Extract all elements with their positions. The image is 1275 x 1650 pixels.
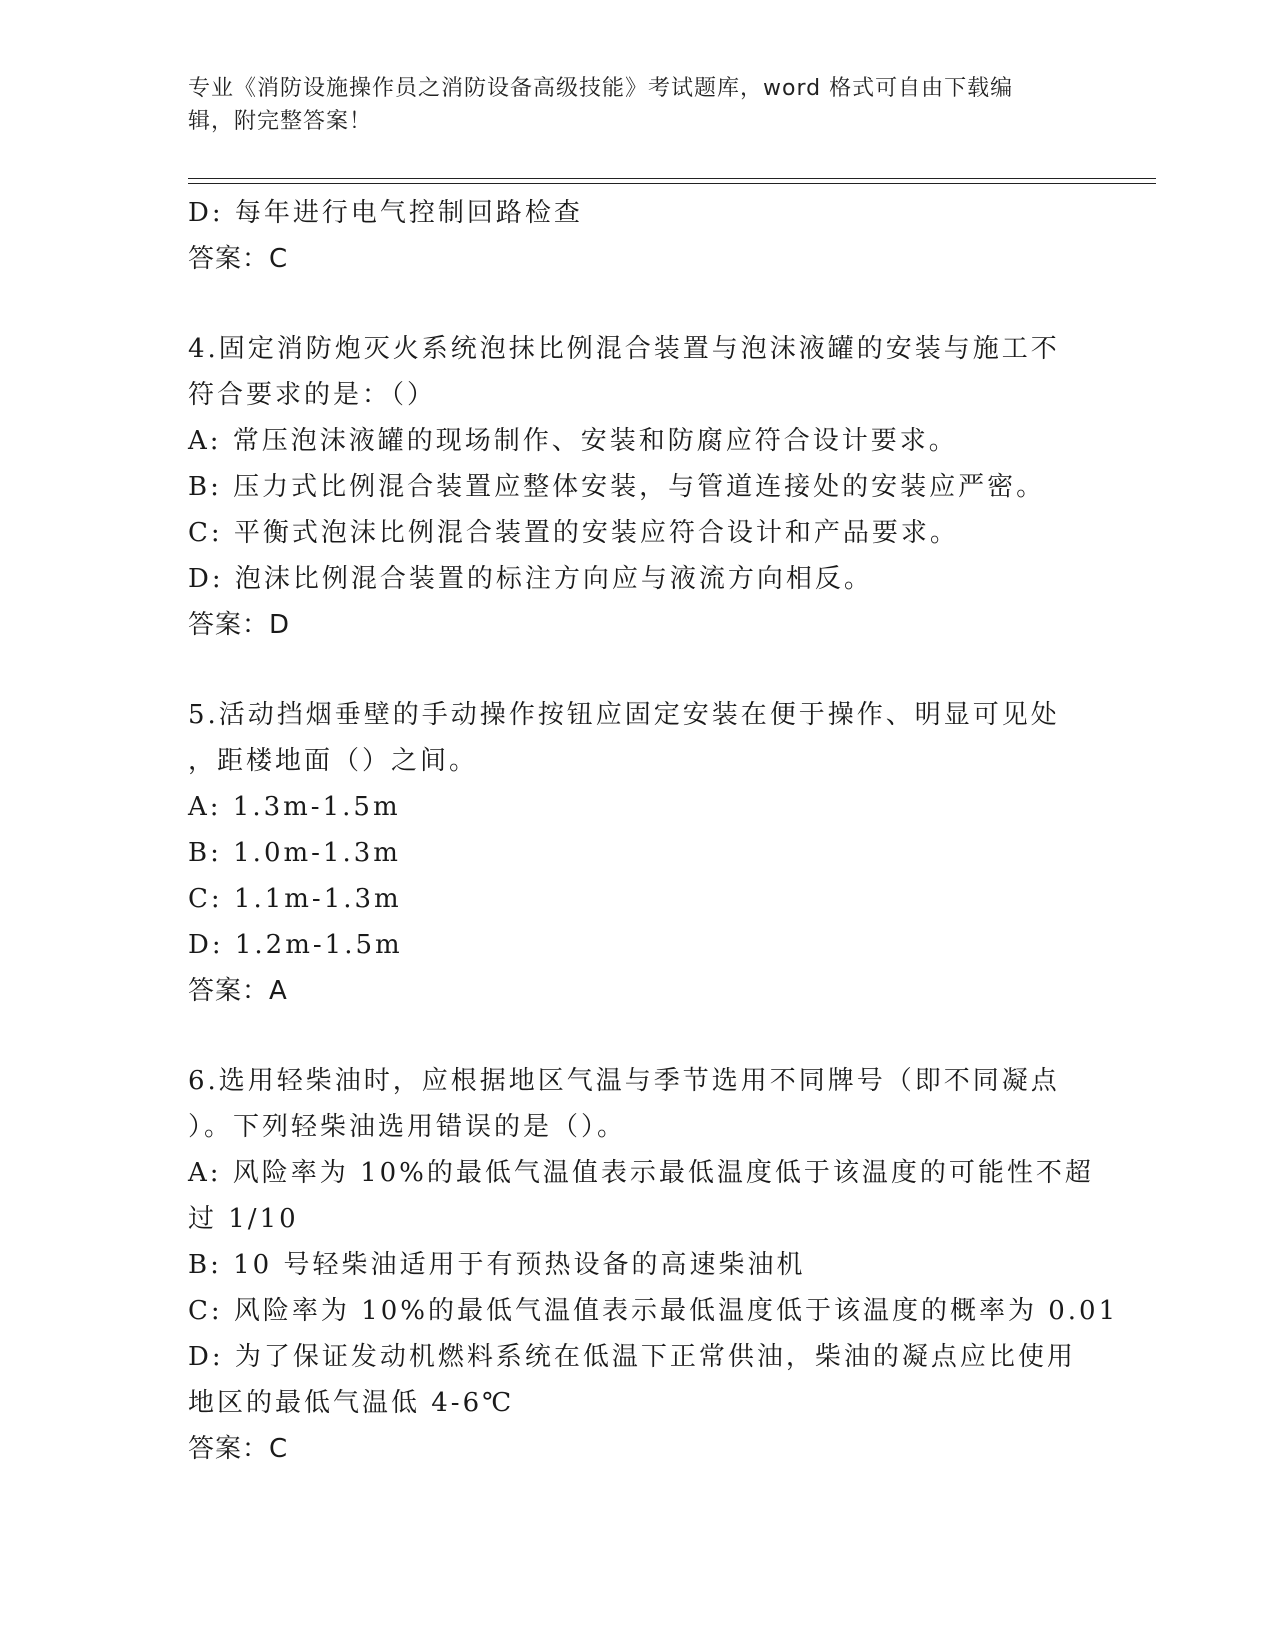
question-stem-line: 5.活动挡烟垂壁的手动操作按钮应固定安装在便于操作、明显可见处 bbox=[188, 700, 1060, 730]
question-stem-line: 4.固定消防炮灭火系统泡抹比例混合装置与泡沫液罐的安装与施工不 bbox=[188, 334, 1060, 364]
option-c: C: 平衡式泡沫比例混合装置的安装应符合设计和产品要求。 bbox=[188, 518, 959, 548]
question-stem-line: 6.选用轻柴油时，应根据地区气温与季节选用不同牌号（即不同凝点 bbox=[188, 1066, 1060, 1096]
option-a: A: 1.3m-1.5m bbox=[188, 792, 401, 822]
header-line-1: 专业《消防设施操作员之消防设备高级技能》考试题库，word 格式可自由下载编 bbox=[188, 76, 1014, 101]
option-b: B: 10 号轻柴油适用于有预热设备的高速柴油机 bbox=[188, 1250, 806, 1280]
option-b: B: 1.0m-1.3m bbox=[188, 838, 401, 868]
question-stem-line: ）。下列轻柴油选用错误的是（）。 bbox=[188, 1112, 627, 1142]
answer: 答案：C bbox=[188, 1434, 289, 1464]
page-header bbox=[188, 72, 1068, 138]
question-stem-line: ，距楼地面（）之间。 bbox=[188, 746, 479, 776]
option-d-continued: 地区的最低气温低 4-6℃ bbox=[188, 1388, 515, 1418]
option-d: D: 为了保证发动机燃料系统在低温下正常供油，柴油的凝点应比使用 bbox=[188, 1342, 1076, 1372]
option-c: C: 1.1m-1.3m bbox=[188, 884, 402, 914]
header-divider-top bbox=[188, 178, 1156, 179]
spacer bbox=[188, 648, 1088, 692]
spacer bbox=[188, 1014, 1088, 1058]
question-content bbox=[188, 190, 1119, 1472]
answer: 答案：A bbox=[188, 976, 288, 1006]
spacer bbox=[188, 282, 1088, 326]
option-a-continued: 过 1/10 bbox=[188, 1204, 299, 1234]
question-4 bbox=[188, 326, 1088, 648]
option-c: C: 风险率为 10%的最低气温值表示最低温度低于该温度的概率为 0.01 bbox=[188, 1296, 1119, 1326]
carryover-answer: 答案：C bbox=[188, 244, 289, 274]
option-d: D: 泡沫比例混合装置的标注方向应与液流方向相反。 bbox=[188, 564, 873, 594]
question-6 bbox=[188, 1058, 1119, 1472]
option-b: B: 压力式比例混合装置应整体安装，与管道连接处的安装应严密。 bbox=[188, 472, 1046, 502]
option-d: D: 1.2m-1.5m bbox=[188, 930, 403, 960]
header-line-2: 辑，附完整答案！ bbox=[188, 109, 373, 134]
option-a: A: 风险率为 10%的最低气温值表示最低温度低于该温度的可能性不超 bbox=[188, 1158, 1094, 1188]
question-5 bbox=[188, 692, 1088, 1014]
option-a: A: 常压泡沫液罐的现场制作、安装和防腐应符合设计要求。 bbox=[188, 426, 958, 456]
question-stem-line: 符合要求的是：（） bbox=[188, 380, 437, 410]
answer: 答案：D bbox=[188, 610, 291, 640]
header-divider-bottom bbox=[188, 183, 1156, 184]
carryover-option-d: D: 每年进行电气控制回路检查 bbox=[188, 198, 583, 228]
